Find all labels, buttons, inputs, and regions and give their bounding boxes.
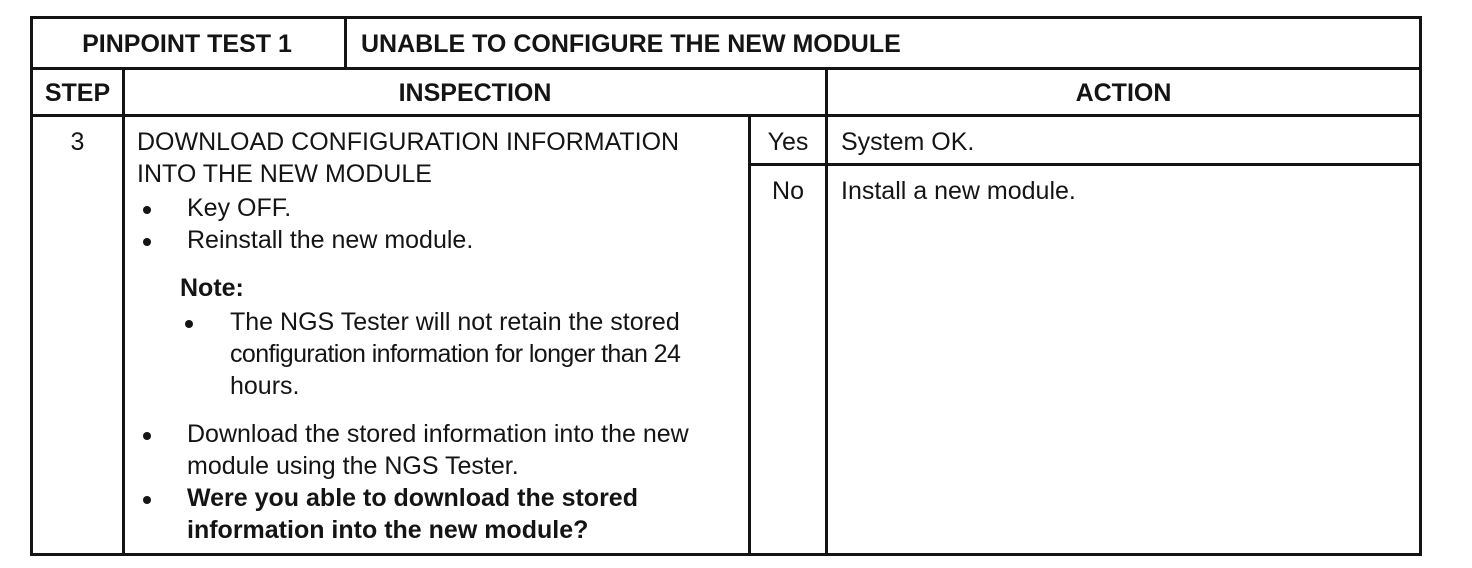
question-line-1: Were you able to download the stored xyxy=(187,484,638,512)
note-line-3: hours. xyxy=(230,372,300,400)
column-header-action: ACTION xyxy=(1075,79,1172,107)
answer-no: No xyxy=(772,177,804,205)
note-line-2: configuration information for longer than 24 xyxy=(230,340,681,368)
header-divider xyxy=(30,67,1422,70)
note-line-1: The NGS Tester will not retain the stored xyxy=(230,308,680,336)
action-no: Install a new module. xyxy=(841,177,1076,205)
bullet-icon xyxy=(143,432,151,440)
bullet-icon xyxy=(143,206,151,214)
step-column-divider xyxy=(122,67,125,556)
column-header-step: STEP xyxy=(44,79,111,107)
inspection-title-line-1: DOWNLOAD CONFIGURATION INFORMATION xyxy=(137,128,680,156)
answer-yes: Yes xyxy=(767,128,809,156)
bullet-icon xyxy=(143,238,151,246)
test-id: PINPOINT TEST 1 xyxy=(82,30,292,58)
column-header-inspection: INSPECTION xyxy=(398,79,552,107)
inspection-title-line-2: INTO THE NEW MODULE xyxy=(137,160,432,188)
step-number: 3 xyxy=(70,128,85,156)
title-cell-divider xyxy=(344,16,347,69)
test-title: UNABLE TO CONFIGURE THE NEW MODULE xyxy=(361,30,901,58)
bullet-download-line-1: Download the stored information into the new xyxy=(187,420,689,448)
action-yes: System OK. xyxy=(841,128,975,156)
column-header-divider xyxy=(30,114,1422,117)
bullet-key-off: Key OFF. xyxy=(187,194,292,222)
answer-row-divider xyxy=(750,163,1422,166)
bullet-reinstall: Reinstall the new module. xyxy=(187,226,474,254)
note-label: Note: xyxy=(180,274,244,302)
bullet-icon xyxy=(185,320,193,328)
question-line-2: information into the new module? xyxy=(187,516,589,544)
bullet-icon xyxy=(143,496,151,504)
bullet-download-line-2: module using the NGS Tester. xyxy=(187,452,519,480)
action-column-divider xyxy=(825,67,828,556)
